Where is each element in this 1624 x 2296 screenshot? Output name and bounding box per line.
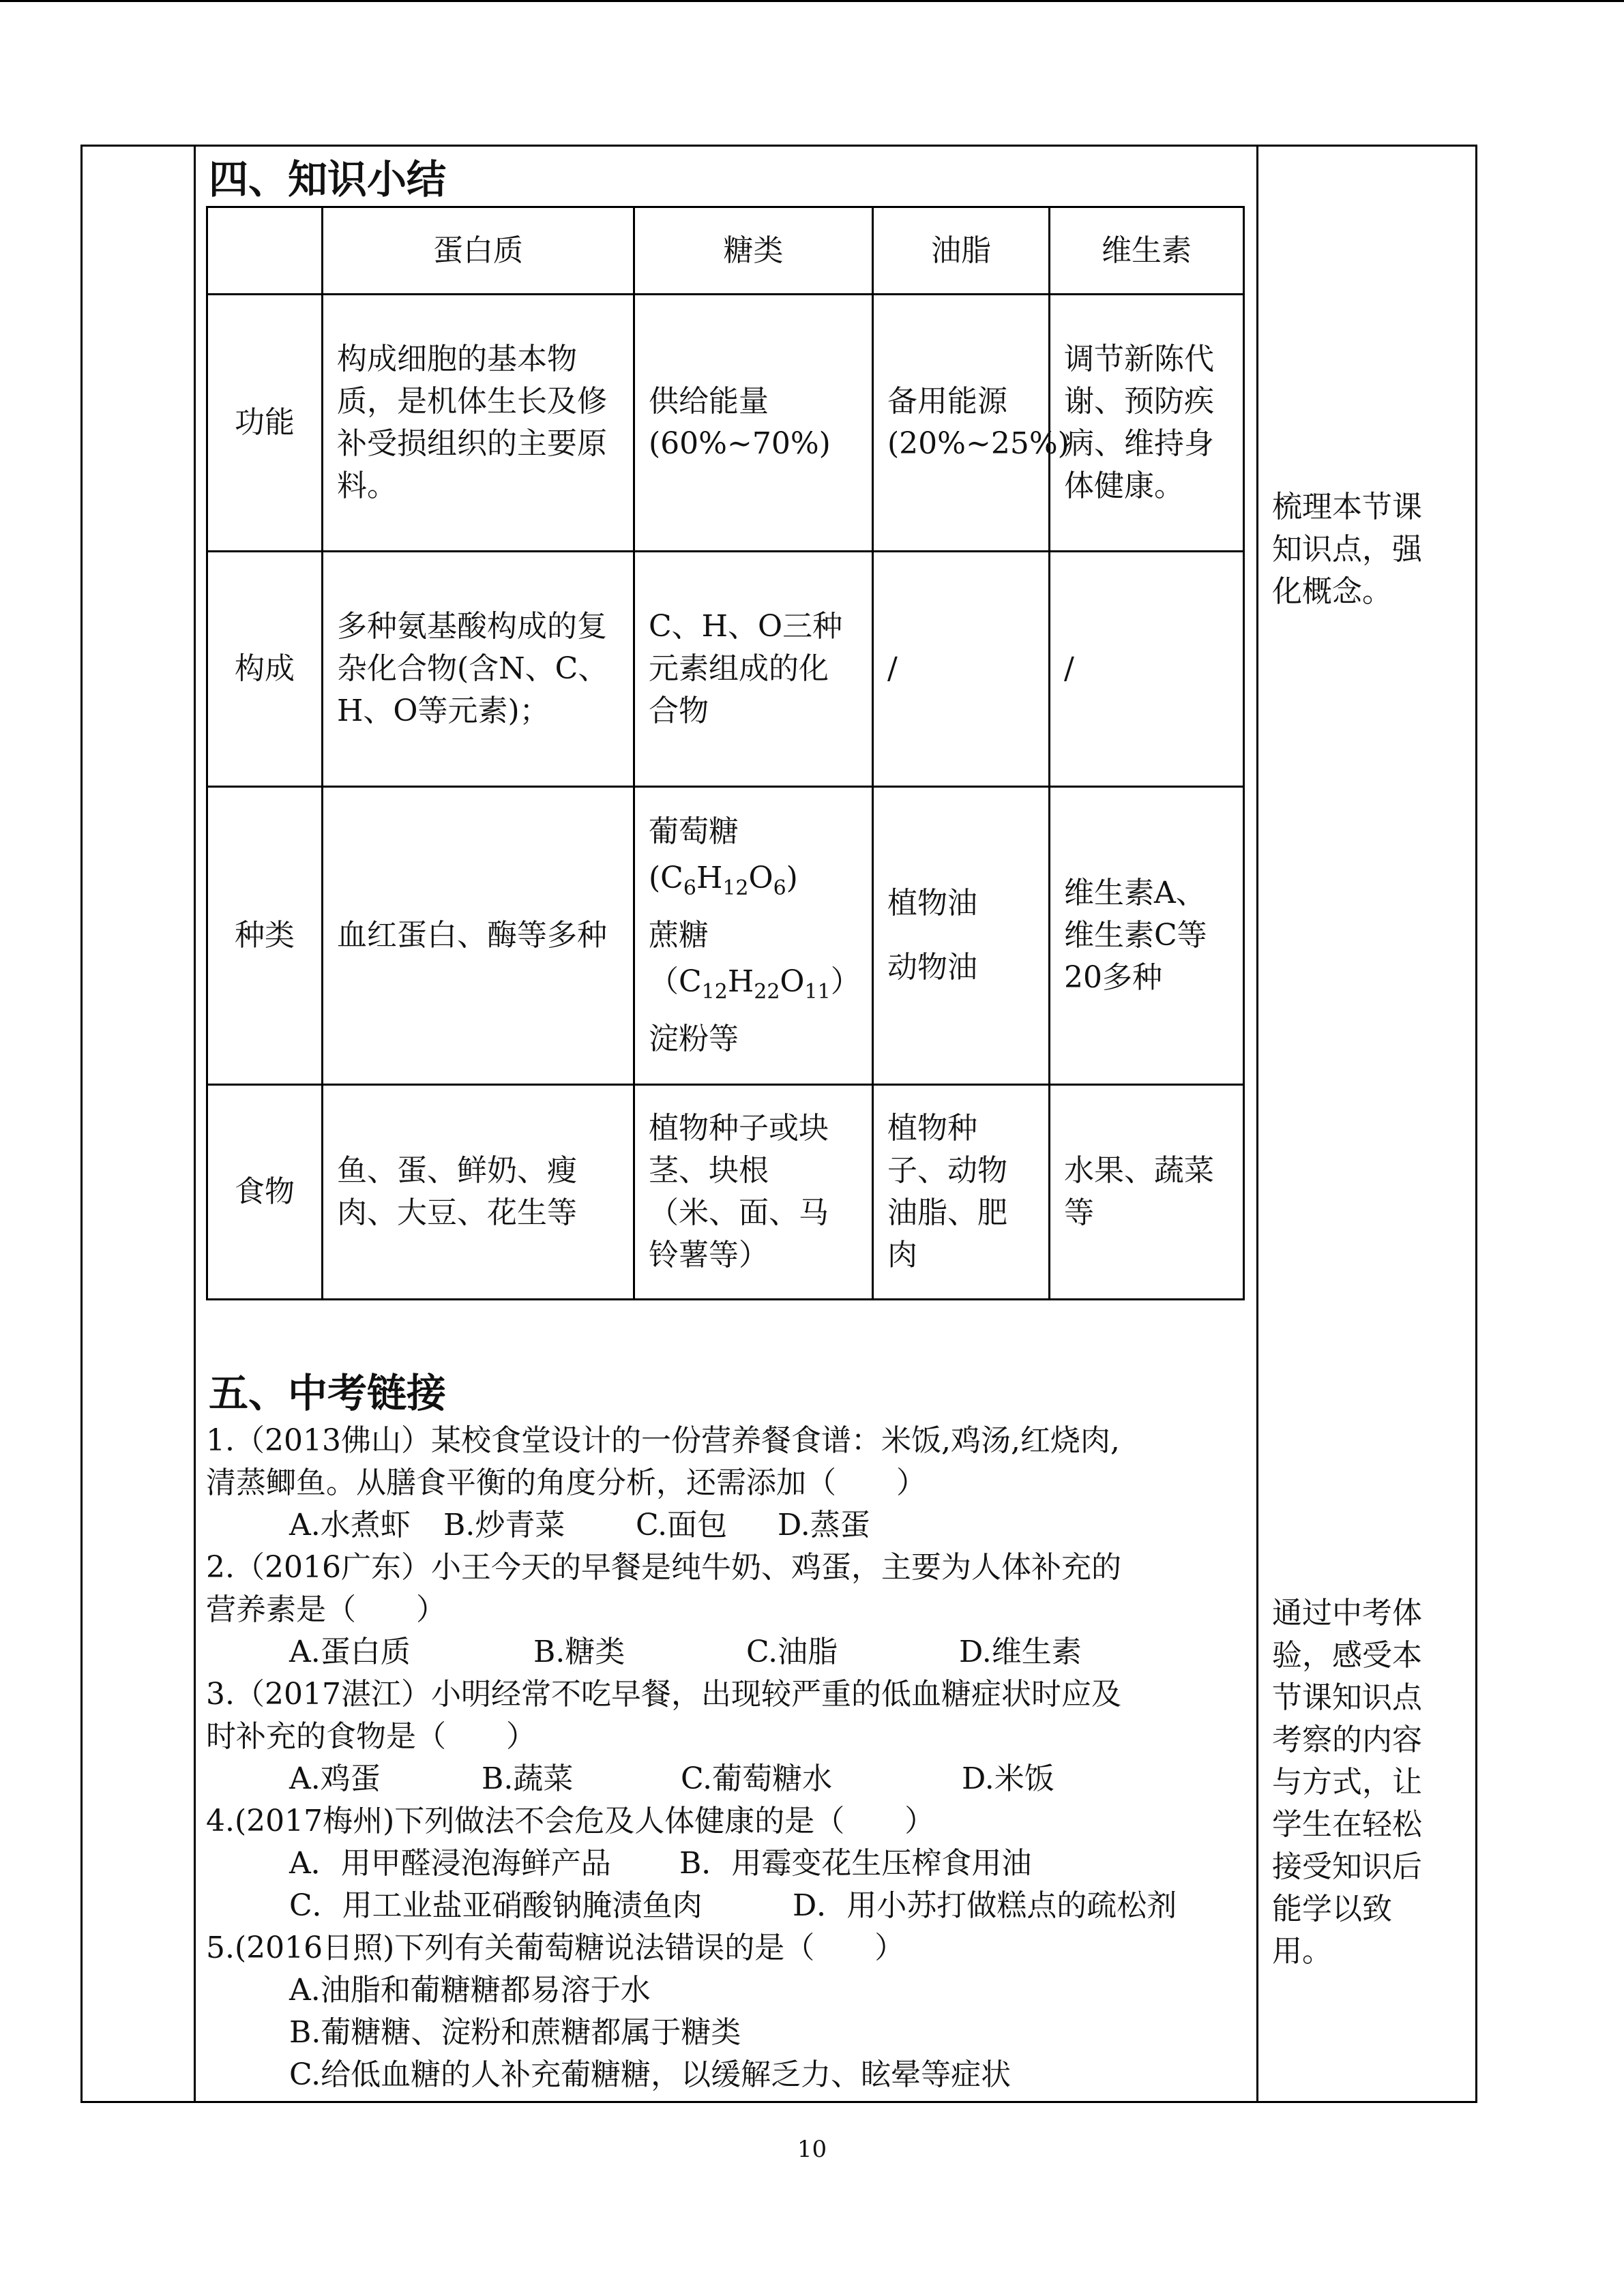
cell-vitamin: /: [1050, 552, 1244, 787]
animal-oil: 动物油: [887, 950, 977, 985]
row-label: 功能: [207, 295, 323, 552]
option-b: B.葡糖糖、淀粉和蔗糖都属于糖类: [289, 2015, 741, 2050]
cell-protein: 构成细胞的基本物质，是机体生长及修补受损组织的主要原料。: [323, 295, 634, 552]
option-d: D.蒸蛋: [778, 1508, 870, 1542]
header-protein: 蛋白质: [323, 207, 634, 295]
sucrose-formula: $(C_{12}H_{22}O_{11})$: [649, 964, 861, 1004]
header-vitamin: 维生素: [1050, 207, 1244, 295]
column-divider-right: [1256, 147, 1258, 2101]
side-note-exam: 通过中考体验，感受本节课知识点考察的内容与方式，让学生在轻松接受知识后能学以致用。: [1272, 1596, 1422, 1969]
option-b: B.蔬菜: [482, 1761, 574, 1796]
starch-label: 淀粉等: [649, 1022, 739, 1056]
option-d: D．用小苏打做糕点的疏松剂: [793, 1888, 1177, 1923]
option-d: D.米饭: [962, 1761, 1054, 1796]
question-2-line-2: 营养素是（ ）: [206, 1592, 446, 1627]
page-top-rule: [0, 0, 1624, 2]
cell-fat: /: [873, 552, 1050, 787]
cell-fat: 备用能源(20%~25%): [873, 295, 1050, 552]
page-number: 10: [797, 2136, 827, 2163]
question-3-line-1: 3.（2017湛江）小明经常不吃早餐，出现较严重的低血糖症状时应及: [206, 1677, 1121, 1712]
cell-protein: 多种氨基酸构成的复杂化合物(含N、C、H、O等元素)；: [323, 552, 634, 787]
option-a: A.鸡蛋: [289, 1761, 381, 1796]
column-divider-left: [194, 147, 196, 2101]
question-4-options-row-2: [206, 1885, 1175, 1927]
option-c: C.面包: [636, 1508, 728, 1542]
option-d: D.维生素: [959, 1635, 1082, 1669]
cell-sugar: 供给能量(60%~70%): [634, 295, 873, 552]
question-3-line-2: 时补充的食物是（ ）: [206, 1719, 536, 1754]
table-row-types: [207, 787, 1244, 1085]
question-1-line-1: 1.（2013佛山）某校食堂设计的一份营养餐食谱：米饭,鸡汤,红烧肉,: [206, 1423, 1120, 1458]
cell-vitamin: 水果、蔬菜等: [1050, 1085, 1244, 1300]
option-a: A．用甲醛浸泡海鲜产品: [289, 1846, 611, 1881]
sucrose-label: 蔗糖: [649, 918, 709, 953]
question-4-line-1: 4.(2017梅州)下列做法不会危及人体健康的是（ ）: [206, 1804, 935, 1838]
cell-sugar: C、H、O三种元素组成的化合物: [634, 552, 873, 787]
cell-vitamin: 维生素A、维生素C等20多种: [1050, 787, 1244, 1085]
glucose-label: 葡萄糖: [649, 814, 739, 849]
cell-fat: 植物种子、动物油脂、肥肉: [873, 1085, 1050, 1300]
question-4-options-row-1: [206, 1843, 1175, 1885]
plant-oil: 植物油: [887, 886, 977, 921]
row-label: 食物: [207, 1085, 323, 1300]
exam-questions: [206, 1420, 1175, 2096]
question-2-options: [206, 1631, 1175, 1673]
option-c: C．用工业盐亚硝酸钠腌渍鱼肉: [289, 1888, 703, 1923]
question-2-line-1: 2.（2016广东）小王今天的早餐是纯牛奶、鸡蛋，主要为人体补充的: [206, 1550, 1121, 1585]
cell-sugar: [634, 787, 873, 1085]
cell-sugar: 植物种子或块茎、块根（米、面、马铃薯等）: [634, 1085, 873, 1300]
row-label: 构成: [207, 552, 323, 787]
summary-title: 四、知识小结: [209, 156, 447, 203]
option-a: A.油脂和葡糖糖都易溶于水: [289, 1973, 651, 2008]
question-3-options: [206, 1758, 1175, 1800]
option-c: C.葡萄糖水: [681, 1761, 833, 1796]
option-a: A.水煮虾: [289, 1508, 411, 1542]
glucose-formula: $(C_6H_{12}O_6)$: [649, 861, 798, 900]
table-header-row: [207, 207, 1244, 295]
option-b: B.炒青菜: [443, 1508, 565, 1542]
option-c: C.给低血糖的人补充葡糖糖，以缓解乏力、眩晕等症状: [289, 2057, 1012, 2092]
table-row-function: [207, 295, 1244, 552]
knowledge-summary-table: [206, 206, 1245, 1300]
cell-fat: [873, 787, 1050, 1085]
header-sugar: 糖类: [634, 207, 873, 295]
question-1-options: [206, 1504, 1175, 1547]
option-c: C.油脂: [746, 1635, 838, 1669]
exam-title: 五、中考链接: [209, 1370, 447, 1416]
question-1-line-2: 清蒸鲫鱼。从膳食平衡的角度分析，还需添加（ ）: [206, 1465, 926, 1500]
table-row-food: [207, 1085, 1244, 1300]
question-5-line-1: 5.(2016日照)下列有关葡萄糖说法错误的是（ ）: [206, 1930, 905, 1965]
option-b: B.糖类: [533, 1635, 625, 1669]
option-b: B．用霉变花生压榨食用油: [679, 1846, 1032, 1881]
option-a: A.蛋白质: [289, 1635, 411, 1669]
table-row-composition: [207, 552, 1244, 787]
row-label: 种类: [207, 787, 323, 1085]
cell-protein: 鱼、蛋、鲜奶、瘦肉、大豆、花生等: [323, 1085, 634, 1300]
header-blank: [207, 207, 323, 295]
side-note-summary: 梳理本节课知识点，强化概念。: [1272, 490, 1422, 609]
header-fat: 油脂: [873, 207, 1050, 295]
cell-vitamin: 调节新陈代谢、预防疾病、维持身体健康。: [1050, 295, 1244, 552]
cell-protein: 血红蛋白、酶等多种: [323, 787, 634, 1085]
